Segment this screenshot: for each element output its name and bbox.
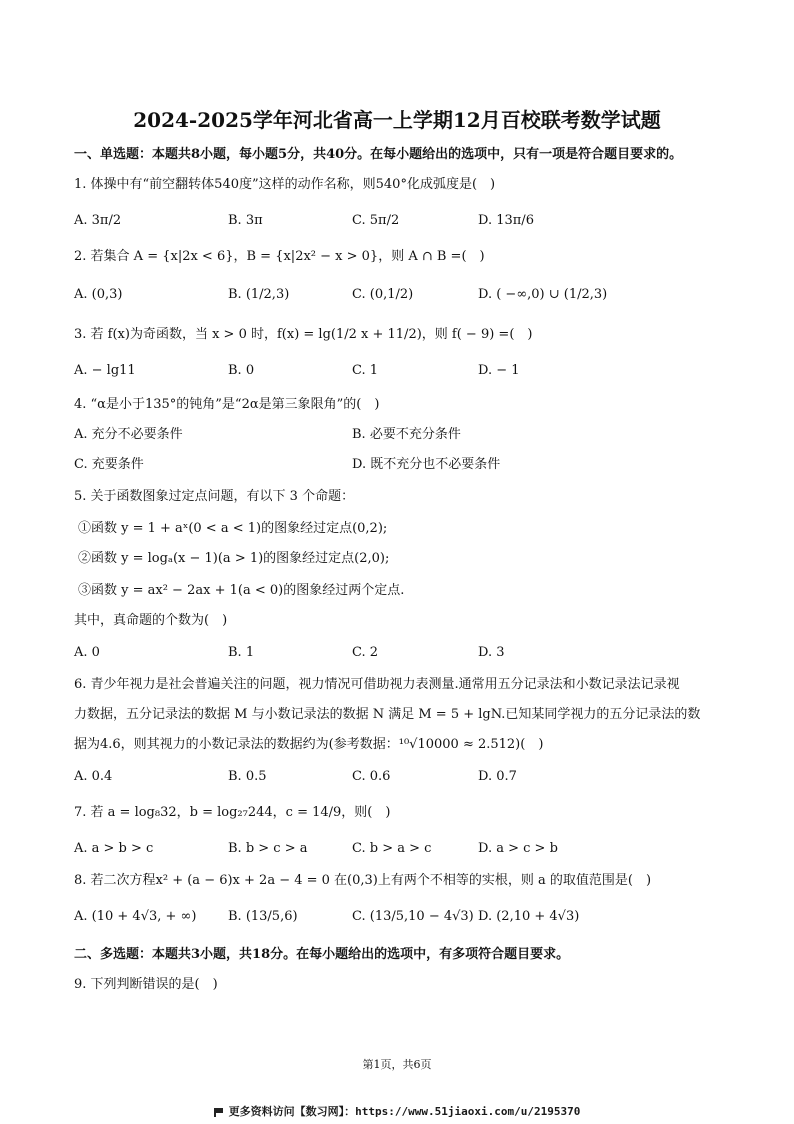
question-8-option-a: A. (10 + 4√3, + ∞) bbox=[74, 909, 197, 924]
question-4-option-a: A. 充分不必要条件 bbox=[74, 427, 183, 442]
question-8-option-d: D. (2,10 + 4√3) bbox=[478, 909, 580, 924]
question-5-prompt: 其中，真命题的个数为( ) bbox=[74, 613, 228, 628]
question-1-stem: 1. 体操中有“前空翻转体540度”这样的动作名称，则540°化成弧度是( ) bbox=[74, 177, 496, 192]
question-6-line-3: 据为4.6，则其视力的小数记录法的数据约为(参考数据：¹⁰√10000 ≈ 2.512)( ) bbox=[74, 737, 544, 752]
question-7-option-b: B. b > c > a bbox=[228, 841, 308, 856]
question-5-statement-2: ②函数 y = logₐ(x − 1)(a > 1)的图象经过定点(2,0); bbox=[78, 551, 390, 566]
question-8-stem: 8. 若二次方程x² + (a − 6)x + 2a − 4 = 0 在(0,3)上有两个不相等的实根，则 a 的取值范围是( ) bbox=[74, 873, 652, 888]
question-3-option-a: A. − lg11 bbox=[74, 363, 136, 378]
question-4-option-d: D. 既不充分也不必要条件 bbox=[352, 457, 501, 472]
question-1-option-a: A. 3π/2 bbox=[74, 213, 122, 228]
question-7-option-d: D. a > c > b bbox=[478, 841, 558, 856]
question-5-option-d: D. 3 bbox=[478, 645, 505, 660]
page-footer: 第1页，共6页 bbox=[362, 1058, 432, 1071]
page-title: 2024-2025学年河北省高一上学期12月百校联考数学试题 bbox=[133, 108, 661, 132]
question-2-option-c: C. (0,1/2) bbox=[352, 287, 414, 302]
question-5-option-a: A. 0 bbox=[74, 645, 100, 660]
section-heading-multiple-choice: 二、多选题：本题共3小题，共18分。在每小题给出的选项中，有多项符合题目要求。 bbox=[74, 947, 570, 962]
question-7-stem: 7. 若 a = log₈32，b = log₂₇244，c = 14/9，则( ) bbox=[74, 805, 391, 820]
question-2-option-d: D. ( −∞,0) ∪ (1/2,3) bbox=[478, 287, 608, 302]
question-1-option-b: B. 3π bbox=[228, 213, 263, 228]
question-6-option-a: A. 0.4 bbox=[74, 769, 113, 784]
section-heading-single-choice: 一、单选题：本题共8小题，每小题5分，共40分。在每小题给出的选项中，只有一项是符合题目要求的。 bbox=[74, 147, 683, 162]
question-4-stem: 4. “α是小于135°的钝角”是“2α是第三象限角”的( ) bbox=[74, 397, 380, 412]
question-4-option-b: B. 必要不充分条件 bbox=[352, 427, 461, 442]
question-5-option-c: C. 2 bbox=[352, 645, 379, 660]
question-2-option-b: B. (1/2,3) bbox=[228, 287, 290, 302]
question-8-option-b: B. (13/5,6) bbox=[228, 909, 298, 924]
question-6-line-2: 力数据，五分记录法的数据 M 与小数记录法的数据 N 满足 M = 5 + lgN.已知某同学视力的五分记录法的数 bbox=[74, 707, 701, 722]
question-7-option-a: A. a > b > c bbox=[74, 841, 154, 856]
question-3-option-b: B. 0 bbox=[228, 363, 255, 378]
question-6-option-b: B. 0.5 bbox=[228, 769, 267, 784]
question-6-option-c: C. 0.6 bbox=[352, 769, 391, 784]
resource-link-banner[interactable] bbox=[0, 1103, 794, 1119]
question-5-statement-3: ③函数 y = ax² − 2ax + 1(a < 0)的图象经过两个定点. bbox=[78, 583, 405, 598]
question-3-stem: 3. 若 f(x)为奇函数，当 x > 0 时，f(x) = lg(1/2 x + 11/2)，则 f( − 9) =( ) bbox=[74, 327, 533, 342]
question-1-option-c: C. 5π/2 bbox=[352, 213, 400, 228]
question-6-line-1: 6. 青少年视力是社会普遍关注的问题，视力情况可借助视力表测量.通常用五分记录法和小数记录法记录视 bbox=[74, 677, 680, 692]
question-3-option-c: C. 1 bbox=[352, 363, 379, 378]
question-2-option-a: A. (0,3) bbox=[74, 287, 123, 302]
question-5-statement-1: ①函数 y = 1 + aˣ(0 < a < 1)的图象经过定点(0,2); bbox=[78, 521, 388, 536]
question-1-option-d: D. 13π/6 bbox=[478, 213, 534, 228]
question-4-option-c: C. 充要条件 bbox=[74, 457, 144, 472]
question-5-stem: 5. 关于函数图象过定点问题，有以下 3 个命题： bbox=[74, 489, 355, 504]
question-7-option-c: C. b > a > c bbox=[352, 841, 432, 856]
question-3-option-d: D. − 1 bbox=[478, 363, 520, 378]
flag-icon bbox=[214, 1108, 225, 1117]
resource-link-text[interactable]: 更多资料访问【数习网】：https://www.51jiaoxi.com/u/2195370 bbox=[228, 1105, 581, 1118]
question-2-stem: 2. 若集合 A = {x|2x < 6}，B = {x|2x² − x > 0}，则 A ∩ B =( ) bbox=[74, 249, 485, 264]
question-6-option-d: D. 0.7 bbox=[478, 769, 517, 784]
question-8-option-c: C. (13/5,10 − 4√3) bbox=[352, 909, 474, 924]
question-9-stem: 9. 下列判断错误的是( ) bbox=[74, 977, 218, 992]
question-5-option-b: B. 1 bbox=[228, 645, 255, 660]
